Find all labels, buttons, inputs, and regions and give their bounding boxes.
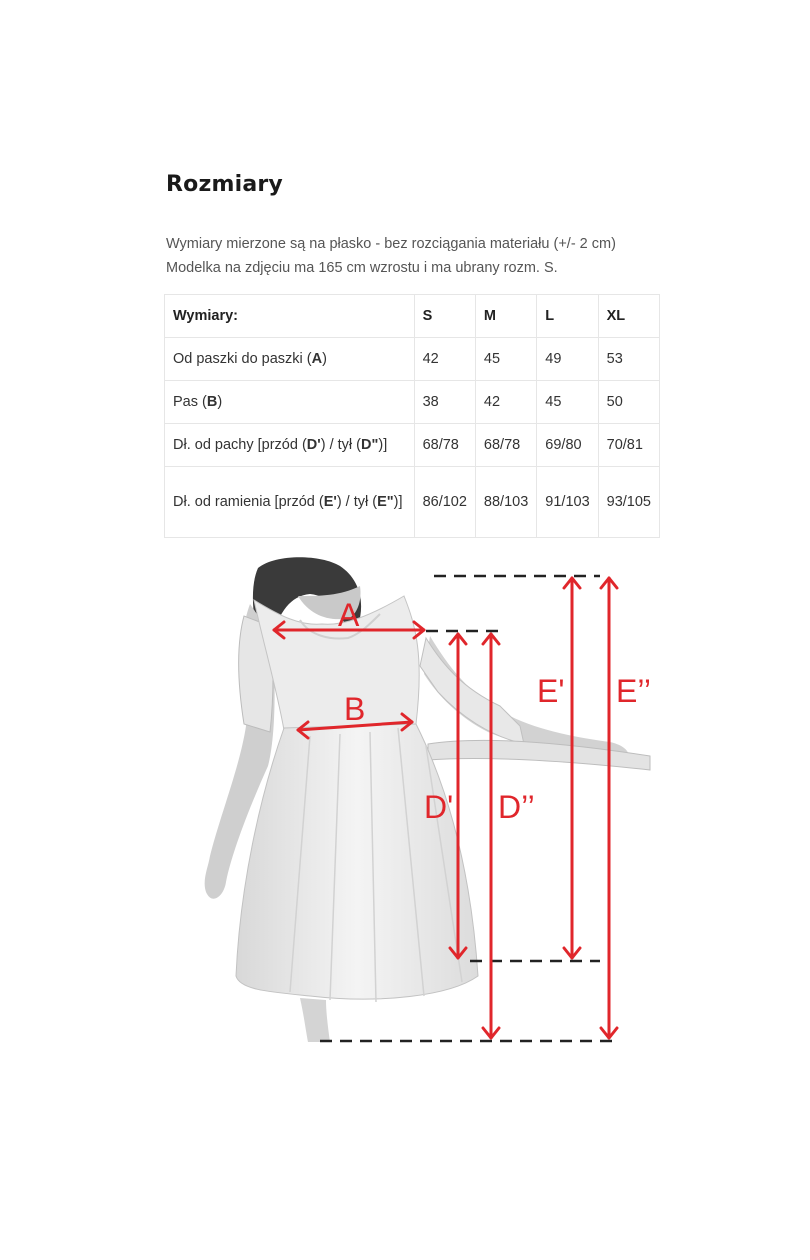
cell: 70/81 (598, 424, 659, 467)
cell: 68/78 (475, 424, 536, 467)
size-table (164, 294, 660, 538)
cell: 50 (598, 381, 659, 424)
description-line-1: Wymiary mierzone są na płasko - bez rozciągania materiału (+/- 2 cm) (166, 236, 616, 252)
cell: 53 (598, 338, 659, 381)
table-row (165, 467, 660, 538)
table-row (165, 381, 660, 424)
label-e2: E’’ (616, 673, 651, 709)
cell: 86/102 (414, 467, 475, 538)
description (166, 232, 616, 280)
header-size-m: M (475, 295, 536, 338)
measurement-diagram (180, 556, 680, 1056)
header-label: Wymiary: (165, 295, 415, 338)
row-label: Dł. od ramienia [przód (E') / tył (E")] (165, 467, 415, 538)
cell: 42 (475, 381, 536, 424)
header-size-l: L (537, 295, 598, 338)
row-label: Pas (B) (165, 381, 415, 424)
cell: 88/103 (475, 467, 536, 538)
table-row (165, 424, 660, 467)
cell: 45 (537, 381, 598, 424)
cell: 45 (475, 338, 536, 381)
cell: 49 (537, 338, 598, 381)
header-size-s: S (414, 295, 475, 338)
label-a: A (338, 597, 360, 633)
table-header-row (165, 295, 660, 338)
label-d1: D' (424, 789, 454, 825)
cell: 68/78 (414, 424, 475, 467)
row-label: Dł. od pachy [przód (D') / tył (D")] (165, 424, 415, 467)
page-title: Rozmiary (166, 172, 283, 197)
cell: 42 (414, 338, 475, 381)
cell: 69/80 (537, 424, 598, 467)
cell: 93/105 (598, 467, 659, 538)
row-label: Od paszki do paszki (A) (165, 338, 415, 381)
cell: 38 (414, 381, 475, 424)
cell: 91/103 (537, 467, 598, 538)
label-b: B (344, 691, 366, 727)
header-size-xl: XL (598, 295, 659, 338)
description-line-2: Modelka na zdjęciu ma 165 cm wzrostu i ma ubrany rozm. S. (166, 260, 558, 276)
label-e1: E' (537, 673, 565, 709)
table-row (165, 338, 660, 381)
label-d2: D’’ (498, 789, 535, 825)
